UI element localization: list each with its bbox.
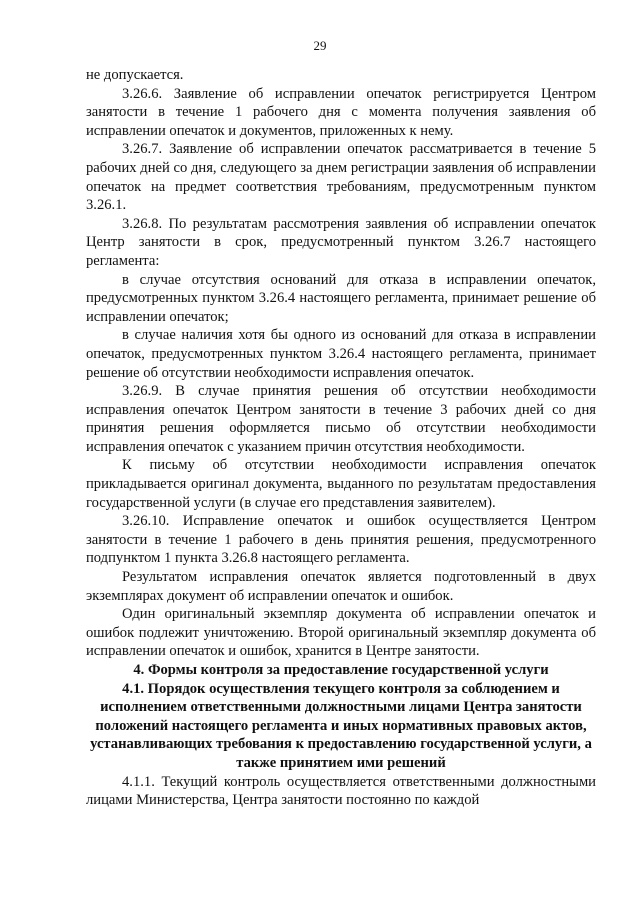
subsection-title: 4.1. Порядок осуществления текущего контроля за соблюдением и исполнением ответственными должностными лицами Центра занятости положений настоящего регламента и иных нормативных правовых актов, устанавливающих требования к предоставлению государственной услуги, а также принятием ими решений bbox=[90, 680, 592, 771]
document-body bbox=[86, 66, 596, 810]
paragraph: 3.26.7. Заявление об исправлении опечаток рассматривается в течение 5 рабочих дней со дня, следующего за днем регистрации заявления об исправлении опечаток на предмет соответствия требованиям, предусмотренным пунктом 3.26.1. bbox=[86, 141, 596, 214]
paragraph: 3.26.9. В случае принятия решения об отсутствии необходимости исправления опечаток Центром занятости в течение 3 рабочих дней со дня принятия решения оформляется письмо об отсутствии необходимости исправления опечаток с указанием причин отсутствия необходимости. bbox=[86, 383, 596, 455]
section-title: 4. Формы контроля за предоставление государственной услуги bbox=[133, 662, 549, 678]
paragraph: 3.26.6. Заявление об исправлении опечаток регистрируется Центром занятости в течение 1 рабочего дня с момента получения заявления об исправлении опечаток и документов, приложенных к нему. bbox=[86, 85, 596, 139]
paragraph: Один оригинальный экземпляр документа об исправлении опечаток и ошибок подлежит уничтожению. Второй оригинальный экземпляр документа об исправлении опечаток и ошибок, хранится в Центре занятости. bbox=[86, 606, 596, 660]
paragraph: К письму об отсутствии необходимости исправления опечаток прикладывается оригинал документа, выданного по результатам предоставления государственной услуги (в случае его представления заявителем). bbox=[86, 457, 596, 511]
page-number: 29 bbox=[313, 38, 327, 53]
paragraph: не допускается. bbox=[86, 67, 184, 83]
paragraph: в случае наличия хотя бы одного из оснований для отказа в исправлении опечаток, предусмотренных пунктом 3.26.4 настоящего регламента, принимает решение об отсутствии необходимости исправления опечаток. bbox=[86, 327, 596, 381]
paragraph: 3.26.10. Исправление опечаток и ошибок осуществляется Центром занятости в течение 1 рабочего в день принятия решения, предусмотренного подпунктом 1 пункта 3.26.8 настоящего регламента. bbox=[86, 513, 596, 567]
paragraph: Результатом исправления опечаток является подготовленный в двух экземплярах документ об исправлении опечаток и ошибок. bbox=[86, 569, 596, 604]
paragraph: 3.26.8. По результатам рассмотрения заявления об исправлении опечаток Центр занятости в срок, предусмотренный пунктом 3.26.7 настоящего регламента: bbox=[86, 215, 596, 269]
paragraph: 4.1.1. Текущий контроль осуществляется ответственными должностными лицами Министерства, Центра занятости постоянно по каждой bbox=[86, 773, 596, 809]
paragraph: в случае отсутствия оснований для отказа в исправлении опечаток, предусмотренных пунктом 3.26.4 настоящего регламента, принимает решение об исправлении опечаток; bbox=[86, 271, 596, 325]
